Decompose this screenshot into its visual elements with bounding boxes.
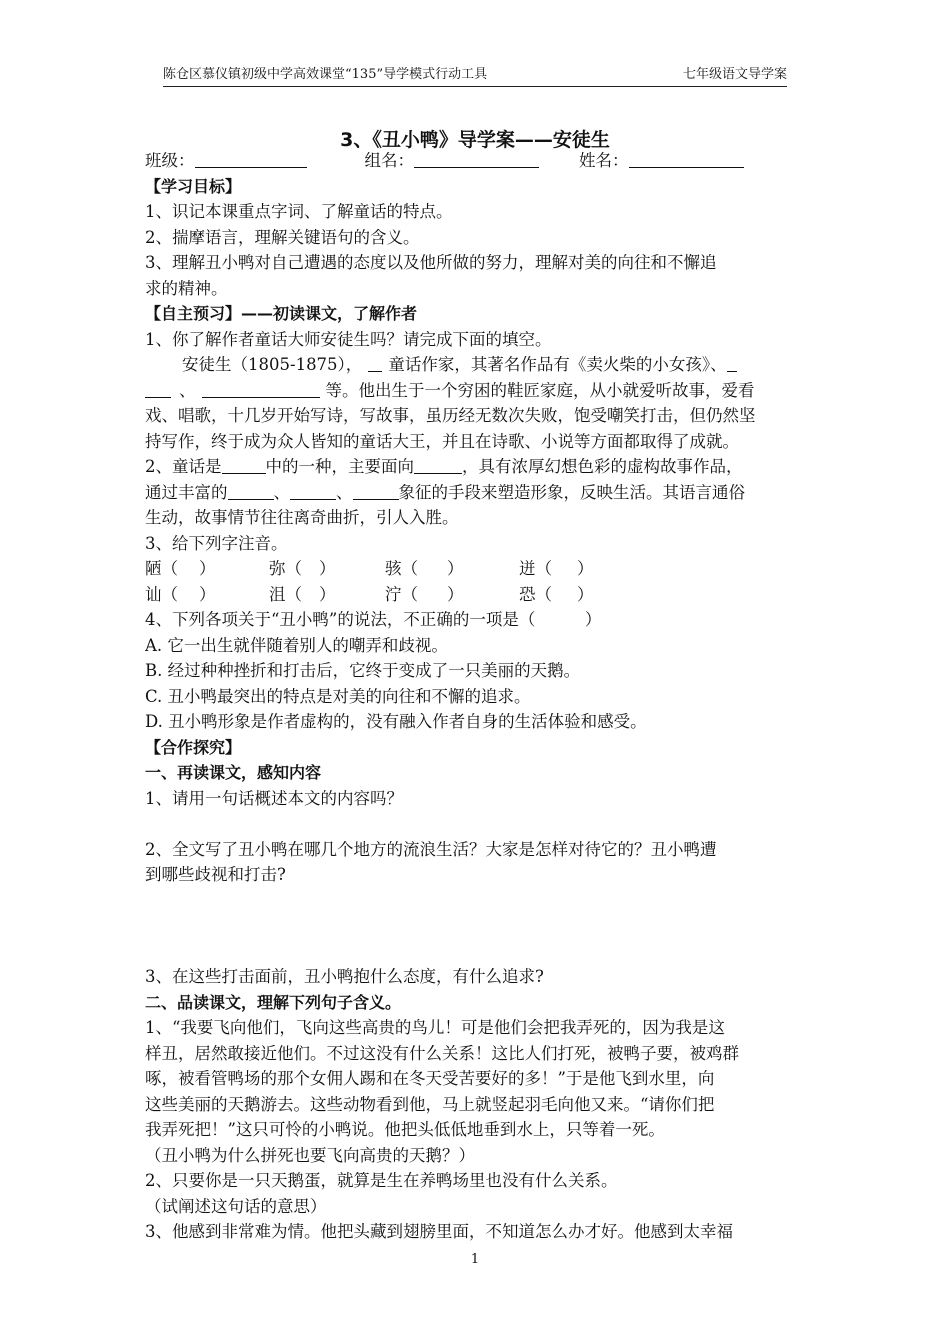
blank-field[interactable] <box>222 455 266 474</box>
pinyin-bracket: ） <box>199 559 216 578</box>
name-label: 姓名： <box>579 151 629 170</box>
pinyin-char: 弥（ <box>269 559 302 578</box>
section-two-heading: 二、品读课文，理解下列句子含义。 <box>145 992 402 1012</box>
answer-space[interactable] <box>145 888 805 914</box>
fairy-tale-text: 生动，故事情节往往离奇曲折，引人入胜。 <box>145 508 459 527</box>
section-one-q2: 2、全文写了丑小鸭在哪几个地方的流浪生活？大家是怎样对待它的？丑小鸭遭 <box>145 839 717 859</box>
fairy-tale-text: 2、童话是 <box>145 457 222 476</box>
pinyin-bracket: ） <box>199 584 216 604</box>
pinyin-row <box>145 582 805 608</box>
choice-option-c: C. 丑小鸭最突出的特点是对美的向往和不懈的追求。 <box>145 686 531 706</box>
goal-item: 2、揣摩语言，理解关键语句的含义。 <box>145 227 420 247</box>
section-one-q3: 3、在这些打击面前，丑小鸭抱什么态度，有什么追求? <box>145 967 544 986</box>
section-one-heading: 一、再读课文，感知内容 <box>145 763 322 782</box>
fairy-tale-text: 、 <box>273 482 290 502</box>
pinyin-char: 骇（ <box>385 559 418 578</box>
answer-space[interactable] <box>145 811 805 837</box>
choice-option-b: B. 经过种种挫折和打击后，它终于变成了一只美丽的天鹅。 <box>145 661 581 680</box>
author-text: 童话作家，其著名作品有《卖火柴的小女孩》、 <box>388 355 727 374</box>
document-body <box>145 148 805 1245</box>
pinyin-char: 迸（ <box>519 559 552 578</box>
fairy-tale-text: 象征的手段来塑造形象，反映生活。其语言通俗 <box>398 482 745 502</box>
header-school: 陈仓区慕仪镇初级中学高效课堂“135”导学模式行动工具 <box>163 67 488 82</box>
choice-option-a: A. 它一出生就伴随着别人的嘲弄和歧视。 <box>145 635 448 655</box>
fairy-tale-text: ，具有浓厚幻想色彩的虚构故事作品， <box>462 457 743 476</box>
author-bio-line: 戏、唱歌，十几岁开始写诗，写故事，虽历经无数次失败，饱受嘲笑打击，但仍然坚 <box>145 406 756 425</box>
answer-space[interactable] <box>145 913 805 939</box>
class-label: 班级： <box>145 151 195 170</box>
page-number: 1 <box>470 1252 480 1267</box>
name-field[interactable] <box>629 149 744 168</box>
blank-field[interactable] <box>290 481 336 500</box>
quote-question: （丑小鸭为什么拼死也要飞向高贵的天鹅？） <box>145 1145 475 1165</box>
group-label: 组名： <box>364 151 414 170</box>
pinyin-row <box>145 556 805 582</box>
quote-line: 这些美丽的天鹅游去。这些动物看到他，马上就竖起羽毛向他又来。“请你们把 <box>145 1094 715 1114</box>
author-text: 等。他出生于一个穷困的鞋匠家庭，从小就爱听故事，爱看 <box>325 380 755 400</box>
fairy-tale-fill-line-2 <box>145 480 805 506</box>
author-fill-line-2 <box>145 378 805 404</box>
answer-space[interactable] <box>145 939 805 965</box>
choice-question: 4、下列各项关于“丑小鸭”的说法，不正确的一项是（ ） <box>145 610 602 629</box>
goal-item: 3、理解丑小鸭对自己遭遇的态度以及他所做的努力，理解对美的向往和不懈追 <box>145 253 717 272</box>
pinyin-bracket: ） <box>577 584 594 604</box>
quote-line: 样丑，居然敢接近他们。不过这没有什么关系！这比人们打死，被鸭子要，被鸡群 <box>145 1043 739 1063</box>
author-fill-line-1 <box>145 352 805 378</box>
author-text: 、 <box>179 380 196 400</box>
goal-item: 求的精神。 <box>145 278 228 298</box>
quote-line: 1、“我要飞向他们，飞向这些高贵的鸟儿！可是他们会把我弄死的，因为我是这 <box>145 1018 725 1037</box>
blank-field[interactable] <box>368 353 382 372</box>
preview-heading: 【自主预习】——初读课文，了解作者 <box>145 304 418 323</box>
pinyin-bracket: ） <box>319 584 336 604</box>
blank-field[interactable] <box>414 455 462 474</box>
preview-q1: 1、你了解作者童话大师安徒生吗？请完成下面的填空。 <box>145 329 552 349</box>
quote-line: 我弄死把！”这只可怜的小鸭说。他把头低低地垂到水上，只等着一死。 <box>145 1120 665 1139</box>
group-field[interactable] <box>414 149 539 168</box>
quote-question: （试阐述这句话的意思） <box>145 1196 327 1216</box>
explore-heading: 【合作探究】 <box>145 737 242 757</box>
blank-field[interactable] <box>353 481 399 500</box>
pinyin-bracket: ） <box>319 559 336 578</box>
blank-field[interactable] <box>145 379 171 398</box>
fairy-tale-text: 、 <box>336 482 353 502</box>
quote-line: 3、他感到非常难为情。他把头藏到翅膀里面，不知道怎么办才好。他感到太幸福 <box>145 1222 733 1241</box>
class-field[interactable] <box>195 149 307 168</box>
fairy-tale-text: 中的一种，主要面向 <box>265 457 414 476</box>
quote-line: 啄，被看管鸭场的那个女佣人踢和在冬天受苦要好的多！”于是他飞到水里，向 <box>145 1069 715 1088</box>
pinyin-char: 陋（ <box>145 559 178 578</box>
goals-heading: 【学习目标】 <box>145 176 242 196</box>
pinyin-char: 恐（ <box>519 584 552 604</box>
blank-field[interactable] <box>202 379 320 398</box>
fairy-tale-text: 通过丰富的 <box>145 482 228 502</box>
pinyin-bracket: ） <box>447 584 464 604</box>
page-title: 3、《丑小鸭》导学案——安徒生 <box>340 129 610 151</box>
pinyin-char: 讪（ <box>145 584 178 604</box>
section-one-q2: 到哪些歧视和打击? <box>145 865 286 884</box>
blank-field[interactable] <box>228 481 274 500</box>
student-info-row <box>145 148 805 174</box>
blank-field[interactable] <box>727 353 737 372</box>
fairy-tale-fill-line-1 <box>145 454 805 480</box>
pinyin-bracket: ） <box>577 559 594 578</box>
author-bio-line: 持写作，终于成为众人皆知的童话大王，并且在诗歌、小说等方面都取得了成就。 <box>145 431 739 451</box>
author-text: 安徒生（1805-1875）， <box>182 355 363 374</box>
quote-line: 2、只要你是一只天鹅蛋，就算是生在养鸭场里也没有什么关系。 <box>145 1171 618 1190</box>
choice-option-d: D. 丑小鸭形象是作者虚构的，没有融入作者自身的生活体验和感受。 <box>145 712 647 731</box>
pinyin-char: 泞（ <box>385 584 418 604</box>
goal-item: 1、识记本课重点字词、了解童话的特点。 <box>145 202 453 221</box>
header-grade: 七年级语文导学案 <box>682 67 787 82</box>
running-header <box>163 64 787 87</box>
pinyin-bracket: ） <box>447 559 464 578</box>
pinyin-question: 3、给下列字注音。 <box>145 533 288 553</box>
section-one-q1: 1、请用一句话概述本文的内容吗？ <box>145 788 403 808</box>
pinyin-char: 沮（ <box>269 584 302 604</box>
